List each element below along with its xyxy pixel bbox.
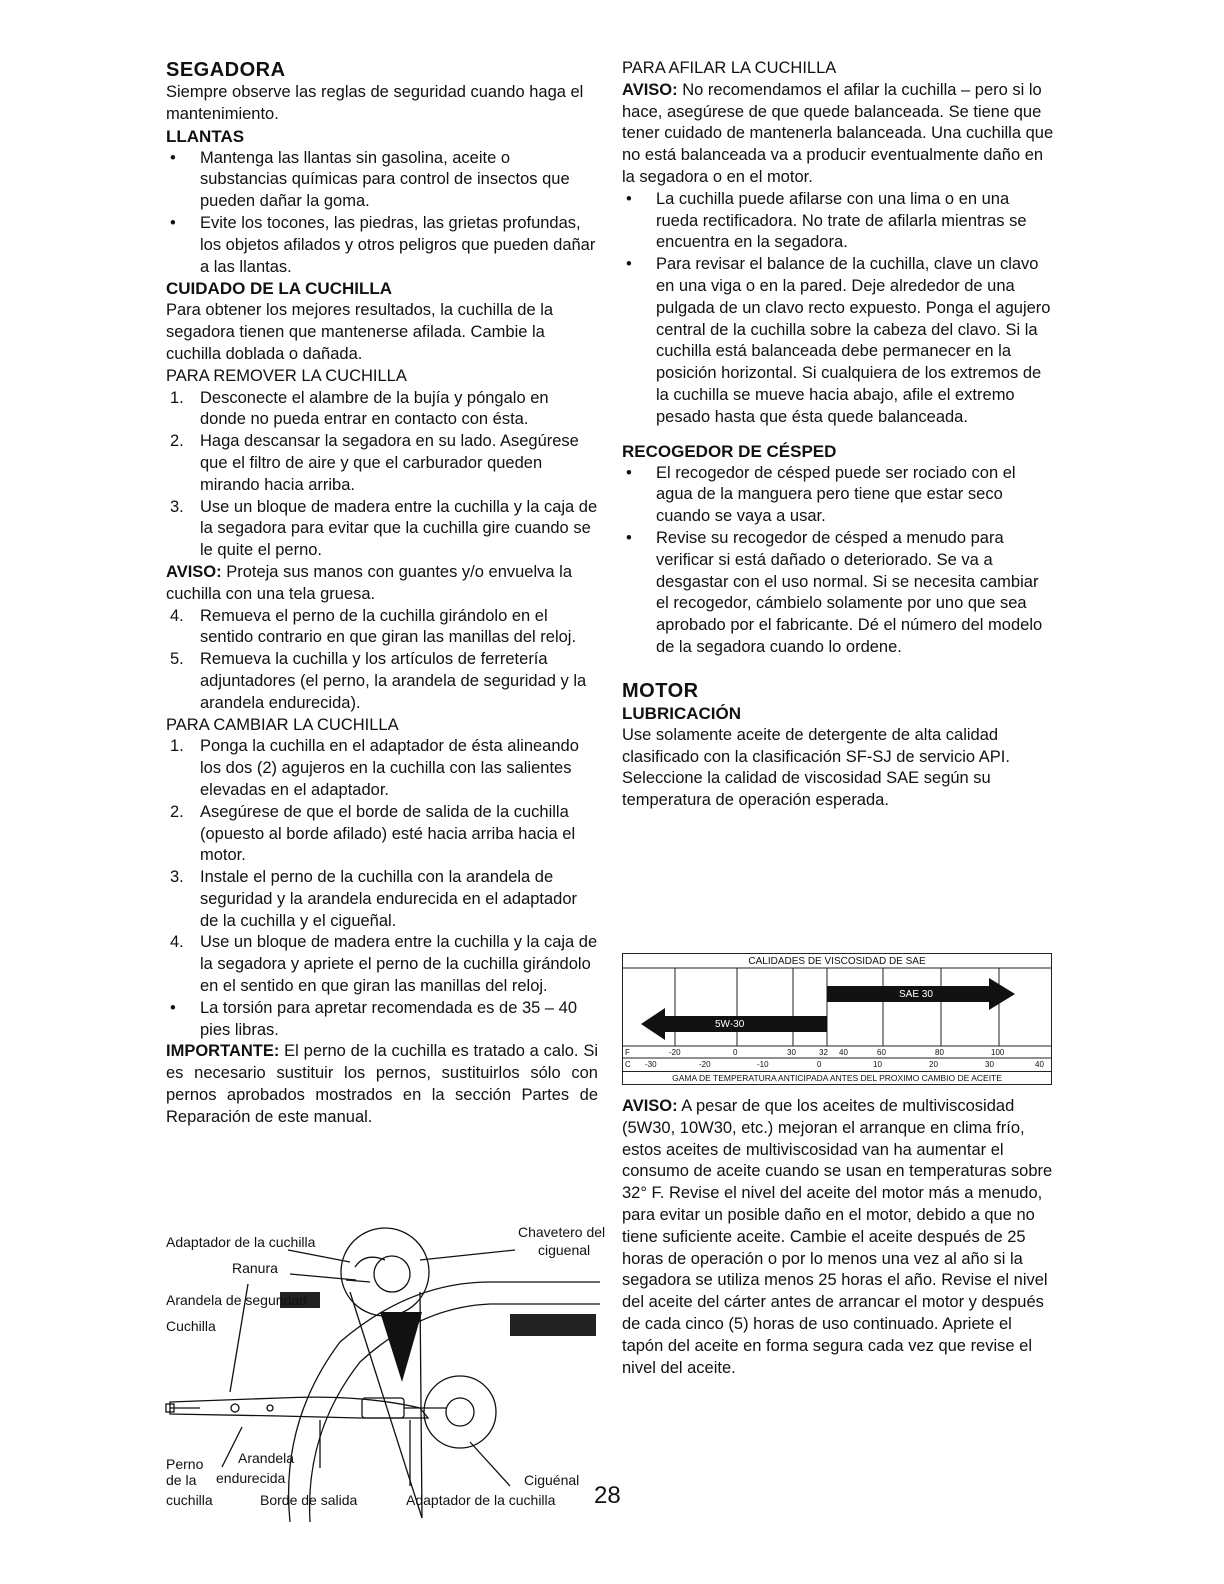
list-item: 5. Remueva la cuchilla y los artículos de ferretería adjuntadores (el perno, la arandela de seguridad y la arandela endurecida). (170, 650, 587, 712)
f-tick: -20 (669, 1048, 681, 1057)
heading-cambiar: PARA CAMBIAR LA CUCHILLA (166, 715, 399, 734)
aviso-aceite: AVISO: A pesar de que los aceites de multiviscosidad (5W30, 10W30, etc.) mejoran el arranque en clima frío, estos aceites de multiviscosidad van ha aumentar el consumo de aceite cuando se usan en temperaturas sobre 32° F. Revise el nivel del aceite del motor más a menudo, para evitar un posible daño en el motor, debido a que no tiene suficiente aceite. Cambie el aceite después de 25 horas de operación o por lo menos una vez al año si la segadora se utiliza menos 25 horas el año. Revise el nivel del aceite del cárter antes de arrancar el motor y después de cada cinco (5) horas de uso continuado. Apriete el tapón del aceite en forma segura cada vez que revise el nivel del aceite. (622, 1097, 1053, 1377)
label-ranura: Ranura (232, 1260, 278, 1276)
c-tick: -10 (757, 1060, 769, 1069)
c-tick: 40 (1035, 1060, 1044, 1069)
list-item: • Mantenga las llantas sin gasolina, aceite o substancias químicas para control de insectos que pueden dañar la goma. (170, 148, 570, 211)
label-de-la: de la (166, 1472, 197, 1488)
f-tick: 30 (787, 1048, 796, 1057)
c-tick: -30 (645, 1060, 657, 1069)
heading-remover: PARA REMOVER LA CUCHILLA (166, 366, 407, 385)
c-tick: 20 (929, 1060, 938, 1069)
label-ciguenal-bottom: Ciguénal (524, 1472, 580, 1488)
viscosity-chart-footer: GAMA DE TEMPERATURA ANTICIPADA ANTES DEL PROXIMO CAMBIO DE ACEITE (623, 1071, 1051, 1084)
left-column (166, 58, 598, 1129)
c-tick: 0 (817, 1060, 822, 1069)
section-title-segadora: SEGADORA (166, 59, 286, 81)
label-cuchilla: Cuchilla (166, 1318, 216, 1334)
recogedor-list (622, 463, 1054, 659)
label-cuchilla-bottom: cuchilla (166, 1492, 213, 1508)
list-item: • El recogedor de césped puede ser rociado con el agua de la manguera pero tiene que estar seco cuando se vaya a usar. (626, 463, 1016, 526)
list-item: 3. Instale el perno de la cuchilla con la arandela de seguridad y la arandela endurecida en el adaptador de la cuchilla y el cigueñal. (170, 868, 578, 930)
list-item: • Para revisar el balance de la cuchilla, clave un clavo en una viga o en la pared. Deje alrededor de una pulgada de un clavo recto expuesto. Ponga el agujero central de la cuchilla sobre la cabeza del clavo. Si la cuchilla está balanceada debe permanecer en la posición horizontal. Si cualquiera de los extremos de la cuchilla se mueve hacia abajo, afile el extremo pesado hasta que ésta quede balanceada. (626, 255, 1051, 426)
c-tick: 10 (873, 1060, 882, 1069)
llantas-list (166, 148, 598, 279)
list-item: 4. Remueva el perno de la cuchilla girándolo en el sentido contrario en que giran las manillas del reloj. (170, 606, 577, 647)
lubricacion-text: Use solamente aceite de detergente de alta calidad clasificado con la clasificación SF-SJ de servicio API. Seleccione la calidad de viscosidad SAE según su temperatura de operación esperada. (622, 725, 1010, 810)
heading-llantas: LLANTAS (166, 126, 245, 146)
heading-cuidado-cuchilla: CUIDADO DE LA CUCHILLA (166, 279, 393, 299)
aviso-guantes: AVISO: Proteja sus manos con guantes y/o envuelva la cuchilla con una tela gruesa. (166, 562, 573, 603)
list-item: 4. Use un bloque de madera entre la cuchilla y la caja de la segadora y apriete el perno de la cuchilla girándolo en el sentido en que giran las manillas del reloj. (170, 933, 598, 996)
intro-text: Siempre observe las reglas de seguridad cuando haga el mantenimiento. (166, 83, 584, 123)
bar-sae30-label: SAE 30 (899, 989, 933, 1000)
f-tick: 0 (733, 1048, 738, 1057)
remover-steps-continued (166, 606, 598, 715)
label-arandela: Arandela (238, 1450, 295, 1466)
cuidado-text: Para obtener los mejores resultados, la cuchilla de la segadora tienen que mantenerse afilada. Cambie la cuchilla doblada o dañada. (166, 301, 554, 363)
right-column (622, 58, 1054, 812)
page-number: 28 (594, 1482, 621, 1509)
label-endurecida: endurecida (216, 1470, 286, 1486)
remover-steps (166, 388, 598, 562)
label-chavetero: Chavetero del (518, 1224, 606, 1240)
importante-text: IMPORTANTE: El perno de la cuchilla es tratado a calo. Si es necesario sustituir los pernos, sustituirlos sólo con pernos aprobados mostrados en la sección Partes de Reparación de este manual. (166, 1042, 598, 1126)
list-item: • La torsión para apretar recomendada es de 35 – 40 pies libras. (170, 998, 578, 1039)
label-arandela-seguridad: Arandela de seguridad (166, 1292, 307, 1308)
f-label: F (625, 1048, 630, 1057)
f-tick: 80 (935, 1048, 944, 1057)
viscosity-chart (622, 953, 1052, 1085)
list-item: • Evite los tocones, las piedras, las grietas profundas, los objetos afilados y otros peligros que pueden dañar a las llantas. (170, 213, 596, 276)
list-item: • La cuchilla puede afilarse con una lima o en una rueda rectificadora. No trate de afilarla mientras se encuentra en la segadora. (626, 189, 1027, 252)
label-adaptador-bottom: Adaptador de la cuchilla (406, 1492, 556, 1508)
aviso-afilar: AVISO: No recomendamos el afilar la cuchilla – pero si lo hace, asegúrese de que quede balanceada. Se tiene que tener cuidado de mantenerla balanceada. Una cuchilla que no está balanceada va a producir eventualmente daño en la segadora o en el motor. (622, 80, 1054, 186)
list-item: • Revise su recogedor de césped a menudo para verificar si está dañado o deteriorado. Se va a desgastar con el uso normal. Si se necesita cambiar el recogedor, cámbielo solamente por uno que sea aprobado por el fabricante. Dé el número del modelo de la segadora cuando lo ordene. (626, 528, 1043, 656)
bar-5w30-label: 5W-30 (715, 1019, 745, 1030)
heading-lubricacion: LUBRICACIÓN (622, 703, 741, 723)
section-title-motor: MOTOR (622, 679, 699, 702)
list-item: 1. Desconecte el alambre de la bujía y póngalo en donde no pueda entrar en contacto con ésta. (170, 388, 549, 429)
c-tick: -20 (699, 1060, 711, 1069)
f-tick: 60 (877, 1048, 886, 1057)
label-adaptador: Adaptador de la cuchilla (166, 1234, 316, 1250)
viscosity-chart-title: CALIDADES DE VISCOSIDAD DE SAE (748, 956, 926, 967)
blade-assembly-figure (160, 1222, 606, 1522)
c-label: C (625, 1060, 631, 1069)
list-item: 2. Haga descansar la segadora en su lado. Asegúrese que el filtro de aire y que el carburador queden mirando hacia arriba. (170, 432, 579, 494)
heading-recogedor: RECOGEDOR DE CÉSPED (622, 441, 837, 461)
label-borde-salida: Borde de salida (260, 1492, 358, 1508)
right-column-lower (622, 1096, 1054, 1379)
heading-afilar: PARA AFILAR LA CUCHILLA (622, 59, 837, 77)
list-item: 3. Use un bloque de madera entre la cuchilla y la caja de la segadora para evitar que la cuchilla gire cuando se le quite el perno. (170, 497, 598, 560)
f-tick: 40 (839, 1048, 848, 1057)
cambiar-steps (166, 736, 598, 1041)
f-tick: 32 (819, 1048, 828, 1057)
list-item: 2. Asegúrese de que el borde de salida de la cuchilla (opuesto al borde afilado) esté hacia arriba hacia el motor. (170, 802, 576, 865)
f-tick: 100 (991, 1048, 1005, 1057)
label-perno: Perno (166, 1456, 204, 1472)
list-item: 1. Ponga la cuchilla en el adaptador de ésta alineando los dos (2) agujeros en la cuchilla con las salientes elevadas en el adaptador. (170, 737, 579, 799)
label-ciguenal-top: ciguenal (538, 1242, 591, 1258)
afilar-list (622, 189, 1054, 429)
c-tick: 30 (985, 1060, 994, 1069)
